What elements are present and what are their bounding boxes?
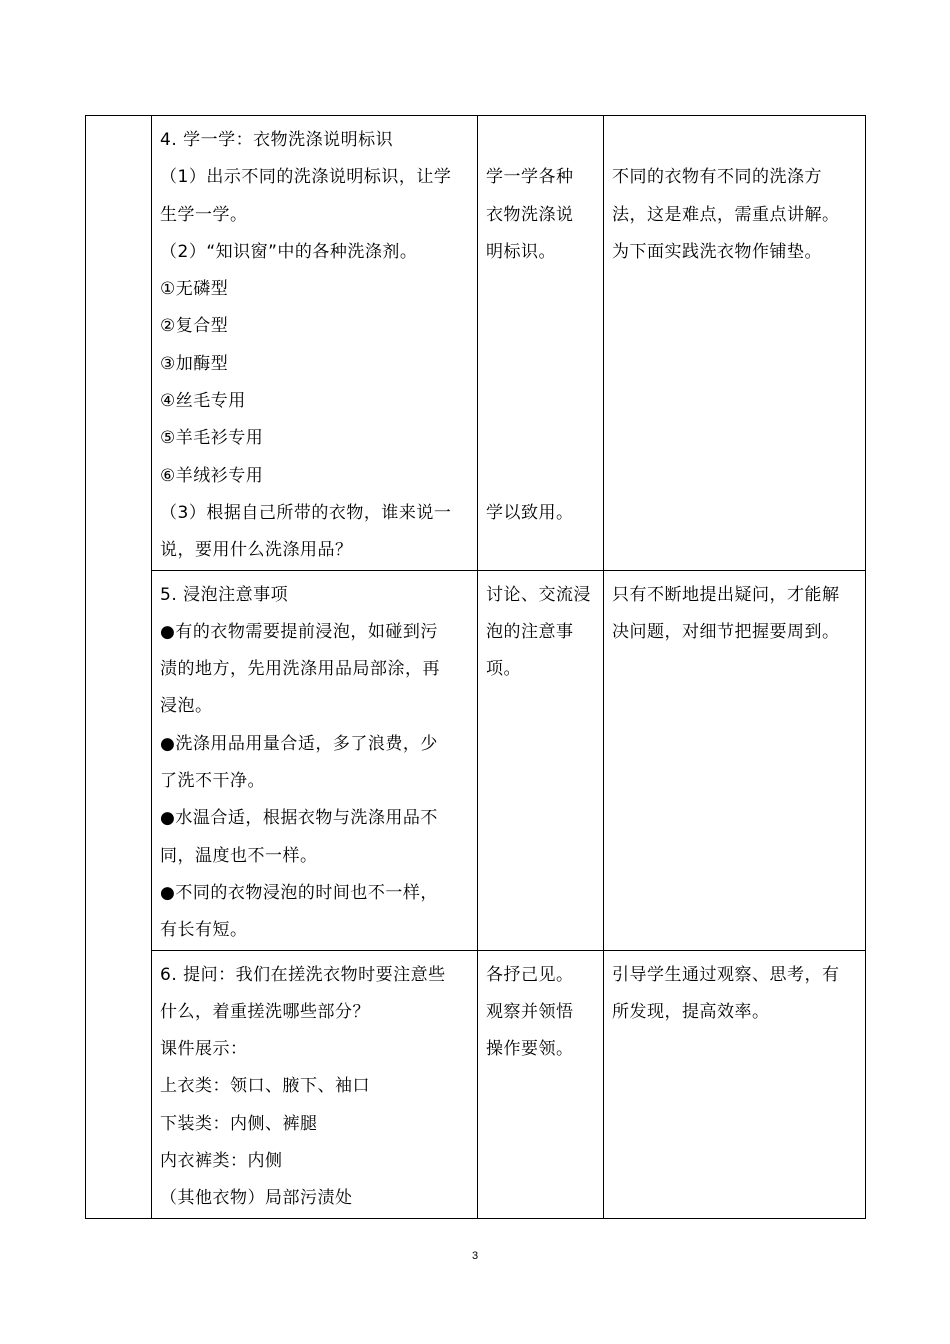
student-line: 学一学各种 (486, 167, 574, 188)
activity-line: 课件展示： (160, 1039, 248, 1060)
student-line: 项。 (486, 659, 521, 680)
activity-line: ①无磷型 (160, 279, 229, 300)
activity-line: ●水温合适，根据衣物与洗涤用品不 (160, 808, 438, 829)
intent-line: 为下面实践洗衣物作铺垫。 (612, 241, 822, 262)
activity-line: （2）“知识窗”中的各种洗涤剂。 (160, 241, 418, 262)
activity-line: 生学一学。 (160, 204, 248, 225)
student-line: 讨论、交流浸 (486, 584, 591, 605)
activity-line: 渍的地方，先用洗涤用品局部涂，再 (160, 659, 440, 680)
activity-line: 6. 提问：我们在搓洗衣物时要注意些 (160, 964, 446, 985)
activity-line: 有长有短。 (160, 920, 248, 941)
student-line: 各抒己见。 (486, 964, 574, 985)
intent-line: 所发现，提高效率。 (612, 1001, 770, 1022)
activity-line: 内衣裤类：内侧 (160, 1151, 283, 1172)
activity-line: 说，要用什么洗涤用品？ (160, 540, 353, 561)
activity-line: 上衣类：领口、腋下、袖口 (160, 1076, 370, 1097)
activity-line: （其他衣物）局部污渍处 (160, 1188, 353, 1209)
intent-line: 只有不断地提出疑问，才能解 (612, 584, 840, 605)
activity-line: ●有的衣物需要提前浸泡，如碰到污 (160, 621, 438, 642)
activity-cell (152, 950, 478, 1218)
activity-line: ●洗涤用品用量合适，多了浪费，少 (160, 733, 438, 754)
activity-line: 浸泡。 (160, 696, 213, 717)
student-line: 泡的注意事 (486, 621, 574, 642)
section-label-cell (86, 116, 152, 1219)
table-row (86, 570, 866, 950)
student-line: 衣物洗涤说 (486, 204, 574, 225)
activity-line: 同，温度也不一样。 (160, 845, 318, 866)
intent-line: 法，这是难点，需重点讲解。 (612, 204, 840, 225)
lesson-plan-table (85, 115, 866, 1219)
activity-line: ④丝毛专用 (160, 391, 246, 412)
activity-line: ⑤羊毛衫专用 (160, 428, 264, 449)
activity-line: ②复合型 (160, 316, 229, 337)
activity-line: （3）根据自己所带的衣物，谁来说一 (160, 502, 452, 523)
intent-line: 决问题，对细节把握要周到。 (612, 621, 840, 642)
intent-line: 引导学生通过观察、思考，有 (612, 964, 840, 985)
activity-line: 5. 浸泡注意事项 (160, 584, 289, 605)
table-row (86, 950, 866, 1218)
activity-line: ③加酶型 (160, 353, 229, 374)
activity-line: 了洗不干净。 (160, 771, 265, 792)
student-activity-cell (478, 570, 604, 950)
student-activity-cell (478, 950, 604, 1218)
intent-line: 不同的衣物有不同的洗涤方 (612, 167, 822, 188)
student-line: 学以致用。 (486, 502, 574, 523)
student-activity-cell (478, 116, 604, 571)
activity-line: ⑥羊绒衫专用 (160, 465, 264, 486)
student-line: 观察并领悟 (486, 1001, 574, 1022)
activity-cell (152, 116, 478, 571)
activity-line: 什么，着重搓洗哪些部分？ (160, 1001, 370, 1022)
activity-line: 下装类：内侧、裤腿 (160, 1113, 318, 1134)
table-row (86, 116, 866, 571)
page-number: 3 (471, 1250, 479, 1262)
student-line: 明标识。 (486, 241, 556, 262)
design-intent-cell (604, 950, 866, 1218)
design-intent-cell (604, 570, 866, 950)
design-intent-cell (604, 116, 866, 571)
student-line: 操作要领。 (486, 1039, 574, 1060)
activity-line: ●不同的衣物浸泡的时间也不一样， (160, 882, 438, 903)
activity-line: 4. 学一学：衣物洗涤说明标识 (160, 130, 394, 150)
activity-line: （1）出示不同的洗涤说明标识，让学 (160, 167, 452, 188)
activity-cell (152, 570, 478, 950)
